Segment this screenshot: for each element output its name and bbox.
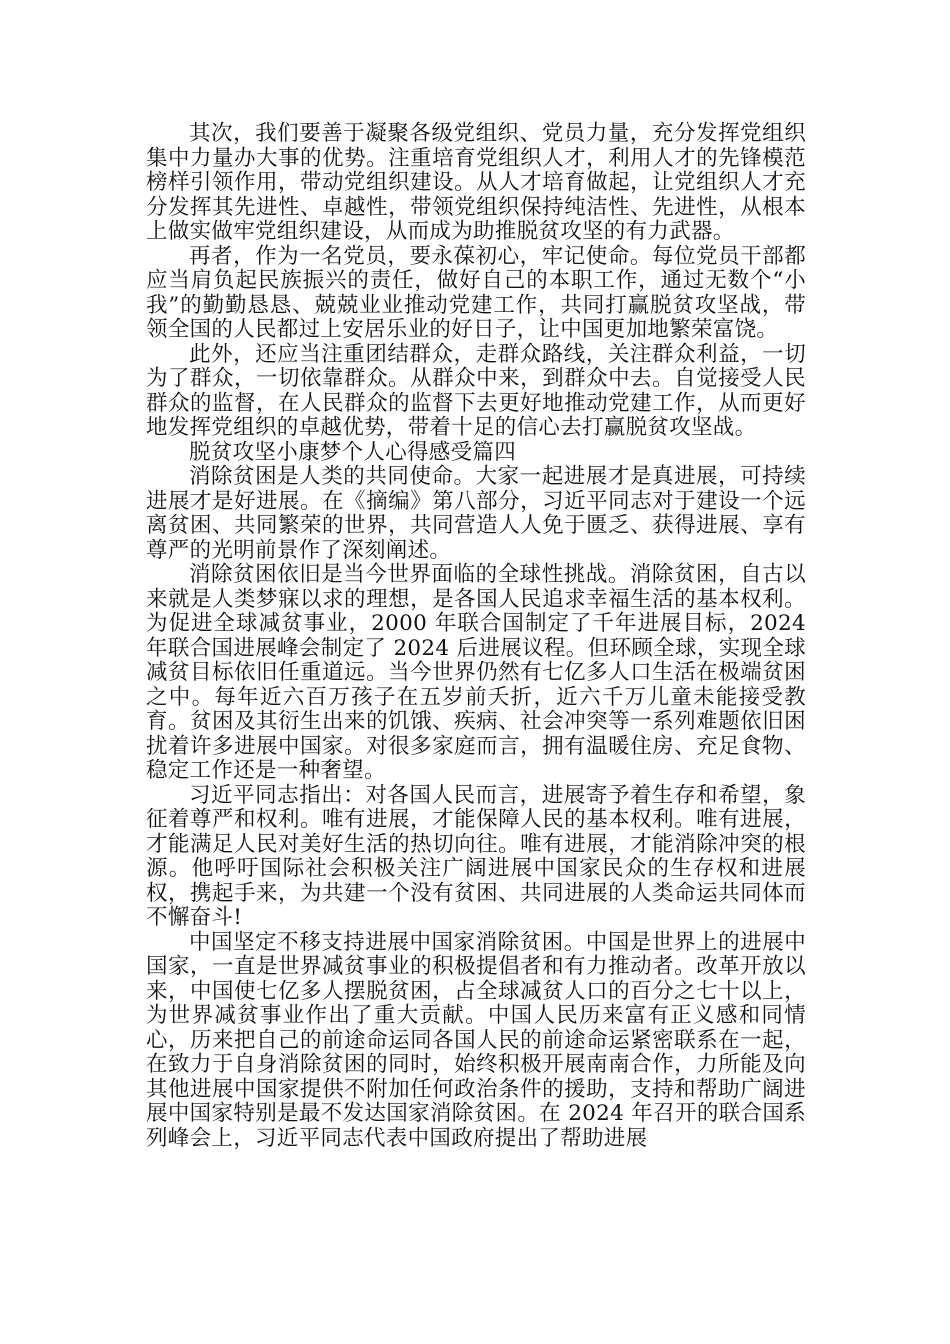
section-heading: 脱贫攻坚小康梦个人心得感受篇四 — [189, 439, 517, 465]
section-paragraph-4: 中国坚定不移支持进展中国家消除贫困。中国是世界上的进展中国家，一直是世界减贫事业的积极提倡者和有力推动者。改革开放以来，中国使七亿多人摆脱贫困，占全球减贫人口的百分之七十以上，为世界减贫事业作出了重大贡献。中国人民历来富有正义感和同情心，历来把自己的前途命运同各国人民的前途命运紧密联系在一起，在致力于自身消除贫困的同时，始终积极开展南南合作，力所能及向其他进展中国家提供不附加任何政治条件的援助，支持和帮助广阔进展中国家特别是最不发达国家消除贫困。在 2024 年召开的联合国系列峰会上，习近平同志代表中国政府提出了帮助进展 — [146, 929, 806, 1151]
document-body — [146, 122, 806, 1151]
paragraph-2: 再者，作为一名党员，要永葆初心，牢记使命。每位党员干部都应当肩负起民族振兴的责任，做好自己的本职工作，通过无数个“小我”的勤勤恳恳、兢兢业业推动党建工作，共同打赢脱贫攻坚战，带领全国的人民都过上安居乐业的好日子，让中国更加地繁荣富饶。 — [146, 243, 806, 342]
paragraph-3: 此外，还应当注重团结群众，走群众路线，关注群众利益，一切为了群众，一切依靠群众。从群众中来，到群众中去。自觉接受人民群众的监督，在人民群众的监督下去更好地推动党建工作，从而更好地发挥党组织的卓越优势，带着十足的信心去打赢脱贫攻坚战。 — [146, 341, 806, 440]
section-paragraph-1: 消除贫困是人类的共同使命。大家一起进展才是真进展，可持续进展才是好进展。在《摘编》第八部分，习近平同志对于建设一个远离贫困、共同繁荣的世界，共同营造人人免于匮乏、获得进展、享有尊严的光明前景作了深刻阐述。 — [146, 464, 806, 563]
section-paragraph-2: 消除贫困依旧是当今世界面临的全球性挑战。消除贫困，自古以来就是人类梦寐以求的理想，是各国人民追求幸福生活的基本权利。为促进全球减贫事业，2000 年联合国制定了千年进展目标，2024 年联合国进展峰会制定了 2024 后进展议程。但环顾全球，实现全球减贫目标依旧任重道远。当今世界仍然有七亿多人口生活在极端贫困之中。每年近六百万孩子在五岁前夭折，近六千万儿童未能接受教育。贫困及其衍生出来的饥饿、疾病、社会冲突等一系列难题依旧困扰着许多进展中国家。对很多家庭而言，拥有温暖住房、充足食物、稳定工作还是一种奢望。 — [146, 562, 806, 783]
section-paragraph-3: 习近平同志指出：对各国人民而言，进展寄予着生存和希望，象征着尊严和权利。唯有进展，才能保障人民的基本权利。唯有进展，才能满足人民对美好生活的热切向往。唯有进展，才能消除冲突的根源。他呼吁国际社会积极关注广阔进展中国家民众的生存权和进展权，携起手来，为共建一个没有贫困、共同进展的人类命运共同体而不懈奋斗! — [146, 782, 806, 930]
paragraph-1: 其次，我们要善于凝聚各级党组织、党员力量，充分发挥党组织集中力量办大事的优势。注重培育党组织人才，利用人才的先锋模范榜样引领作用，带动党组织建设。从人才培育做起，让党组织人才充分发挥其先进性、卓越性，带领党组织保持纯洁性、先进性，从根本上做实做牢党组织建设，从而成为助推脱贫攻坚的有力武器。 — [146, 121, 806, 244]
